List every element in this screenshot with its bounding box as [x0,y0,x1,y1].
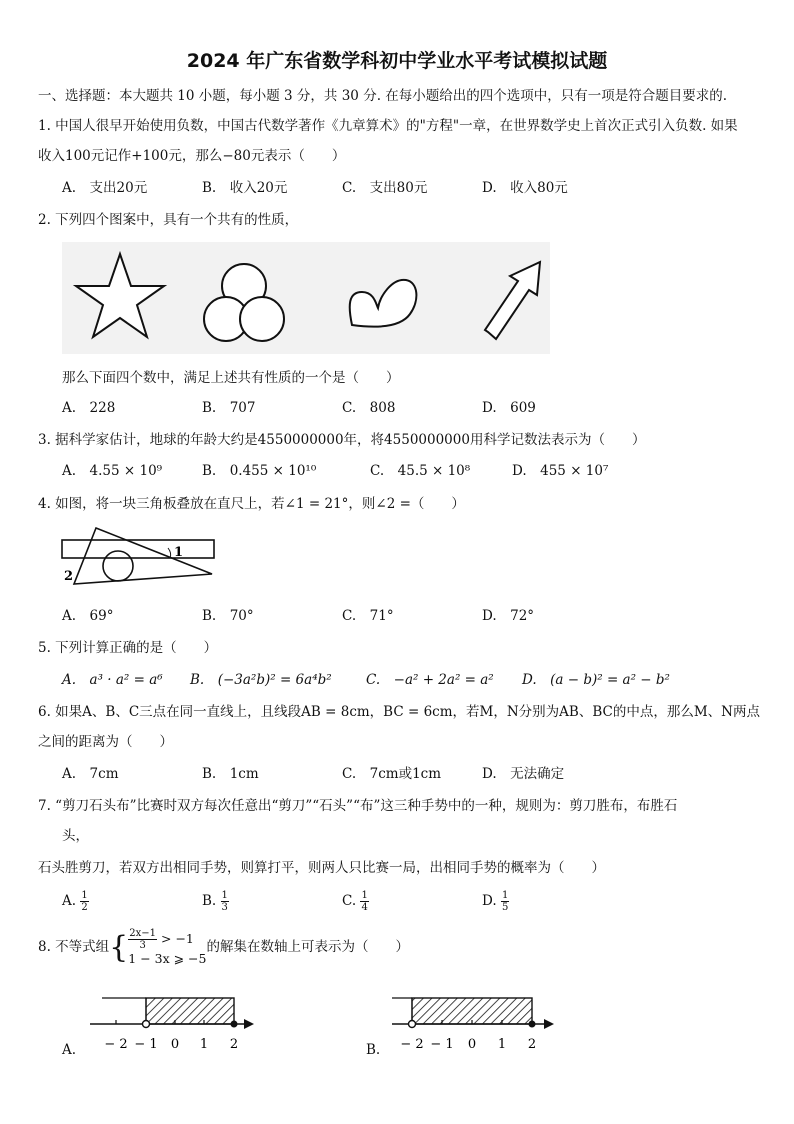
q6-option-d: D. 无法确定 [482,766,565,782]
q4-option-b: B. 70° [202,608,254,624]
q8-prefix: 8. 不等式组 [38,939,110,955]
q3-option-c: C. 45.5 × 10⁸ [370,463,471,479]
question-6-text: 6. 如果A、B、C三点在同一直线上，且线段AB = 8cm，BC = 6cm，若M，N分别为AB、BC的中点，那么M、N两点 [38,704,760,720]
q8-option-a: A. [62,1042,77,1058]
question-8-text [38,928,409,967]
q5-option-c: C. −a² + 2a² = a² [366,672,494,688]
q7-option-a [62,890,89,913]
tick-label-a-3: 1 [199,1037,209,1052]
q4-option-a: A. 69° [62,608,114,624]
q7-option-a-letter: A. [62,893,77,909]
open-point-a [143,1021,150,1028]
q6-option-b: B. 1cm [202,766,259,782]
q7-option-b-fraction: $\frac{1}{3}$ [221,890,228,913]
angle-1-label: 1 [174,545,184,560]
q8-number-line-a [86,982,256,1054]
q4-option-c: C. 71° [342,608,394,624]
q7-option-d-fraction: $\frac{1}{5}$ [501,890,509,913]
q7-option-c-fraction: $\frac{1}{4}$ [361,890,368,913]
tick-label-a-0: − 2 [104,1037,128,1052]
tick-label-b-2: 0 [467,1037,477,1052]
page-title: 2024 年广东省数学科初中学业水平考试模拟试题 [186,50,608,72]
question-1-text-cont: 收入100元记作+100元，那么−80元表示（ ） [38,148,346,164]
question-7-text: 7. “剪刀石头布”比赛时双方每次任意出“剪刀”“石头”“布”这三种手势中的一种，规则为：剪刀胜布，布胜石 [38,798,678,814]
q4-ruler-triangle-figure [58,526,218,588]
q8-suffix: 的解集在数轴上可表示为（ ） [206,939,409,955]
q5-option-a: A. a³ · a² = a⁶ [62,672,163,688]
q2-option-c: C. 808 [342,400,396,416]
q1-option-c: C. 支出80元 [342,180,428,196]
circle-right [240,297,284,341]
q1-option-b: B. 收入20元 [202,180,288,196]
q5-option-b: B. (−3a²b)² = 6a⁴b² [190,672,332,688]
tick-label-a-2: 0 [170,1037,180,1052]
question-7-text-cont-2: 石头胜剪刀，若双方出相同手势，则算打平，则两人只比赛一局，出相同手势的概率为（ ） [38,860,605,876]
question-6-text-cont: 之间的距离为（ ） [38,734,173,750]
q7-option-a-fraction: $\frac{1}{2}$ [81,890,88,913]
tick-label-a-4: 2 [229,1037,239,1052]
tick-label-b-3: 1 [497,1037,507,1052]
q7-option-d [482,890,509,913]
q7-option-b-letter: B. [202,893,217,909]
question-2-text-cont: 那么下面四个数中，满足上述共有性质的一个是（ ） [62,370,400,386]
q7-option-d-letter: D. [482,893,497,909]
q7-option-c [342,890,369,913]
open-point-b [409,1021,416,1028]
q3-option-d: D. 455 × 10⁷ [512,463,609,479]
q6-option-a: A. 7cm [62,766,119,782]
q2-option-b: B. 707 [202,400,256,416]
q8-number-line-b [388,982,558,1054]
q5-option-d: D. (a − b)² = a² − b² [522,672,670,688]
tick-label-a-1: − 1 [134,1037,158,1052]
tick-label-b-1: − 1 [430,1037,454,1052]
q8-option-b: B. [366,1042,381,1058]
q6-option-c: C. 7cm或1cm [342,766,442,782]
question-1-text: 1. 中国人很早开始使用负数，中国古代数学著作《九章算术》的"方程"一章，在世界数学史上首次正式引入负数. 如果 [38,118,738,134]
question-4-text: 4. 如图，将一块三角板叠放在直尺上，若∠1 = 21°，则∠2 =（ ） [38,496,465,512]
question-3-text: 3. 据科学家估计，地球的年龄大约是4550000000年，将4550000000用科学记数法表示为（ ） [38,432,646,448]
question-7-text-cont: 头， [62,828,89,844]
q7-option-c-letter: C. [342,893,357,909]
question-5-text: 5. 下列计算正确的是（ ） [38,640,218,656]
q8-inequality-system: { $\frac{2x-1}{3}$ > −1 1 − 3x ⩾ −5 [109,928,207,966]
q1-option-d: D. 收入80元 [482,180,568,196]
solution-region-a [146,998,234,1024]
angle-2-label: 2 [64,569,74,584]
q3-option-b: B. 0.455 × 10¹⁰ [202,463,317,479]
q2-option-d: D. 609 [482,400,536,416]
q2-option-a: A. 228 [62,400,116,416]
q3-option-a: A. 4.55 × 10⁹ [62,463,163,479]
closed-point-a [231,1021,238,1028]
section-heading: 一、选择题：本大题共 10 小题，每小题 3 分，共 30 分. 在每小题给出的四个选项中，只有一项是符合题目要求的. [38,88,728,104]
tick-label-b-0: − 2 [400,1037,424,1052]
q4-option-d: D. 72° [482,608,535,624]
q7-option-b [202,890,229,913]
q2-patterns-figure [62,242,550,354]
tick-label-b-4: 2 [527,1037,537,1052]
q1-option-a: A. 支出20元 [62,180,148,196]
closed-point-b [529,1021,536,1028]
question-2-text: 2. 下列四个图案中，具有一个共有的性质， [38,212,299,228]
